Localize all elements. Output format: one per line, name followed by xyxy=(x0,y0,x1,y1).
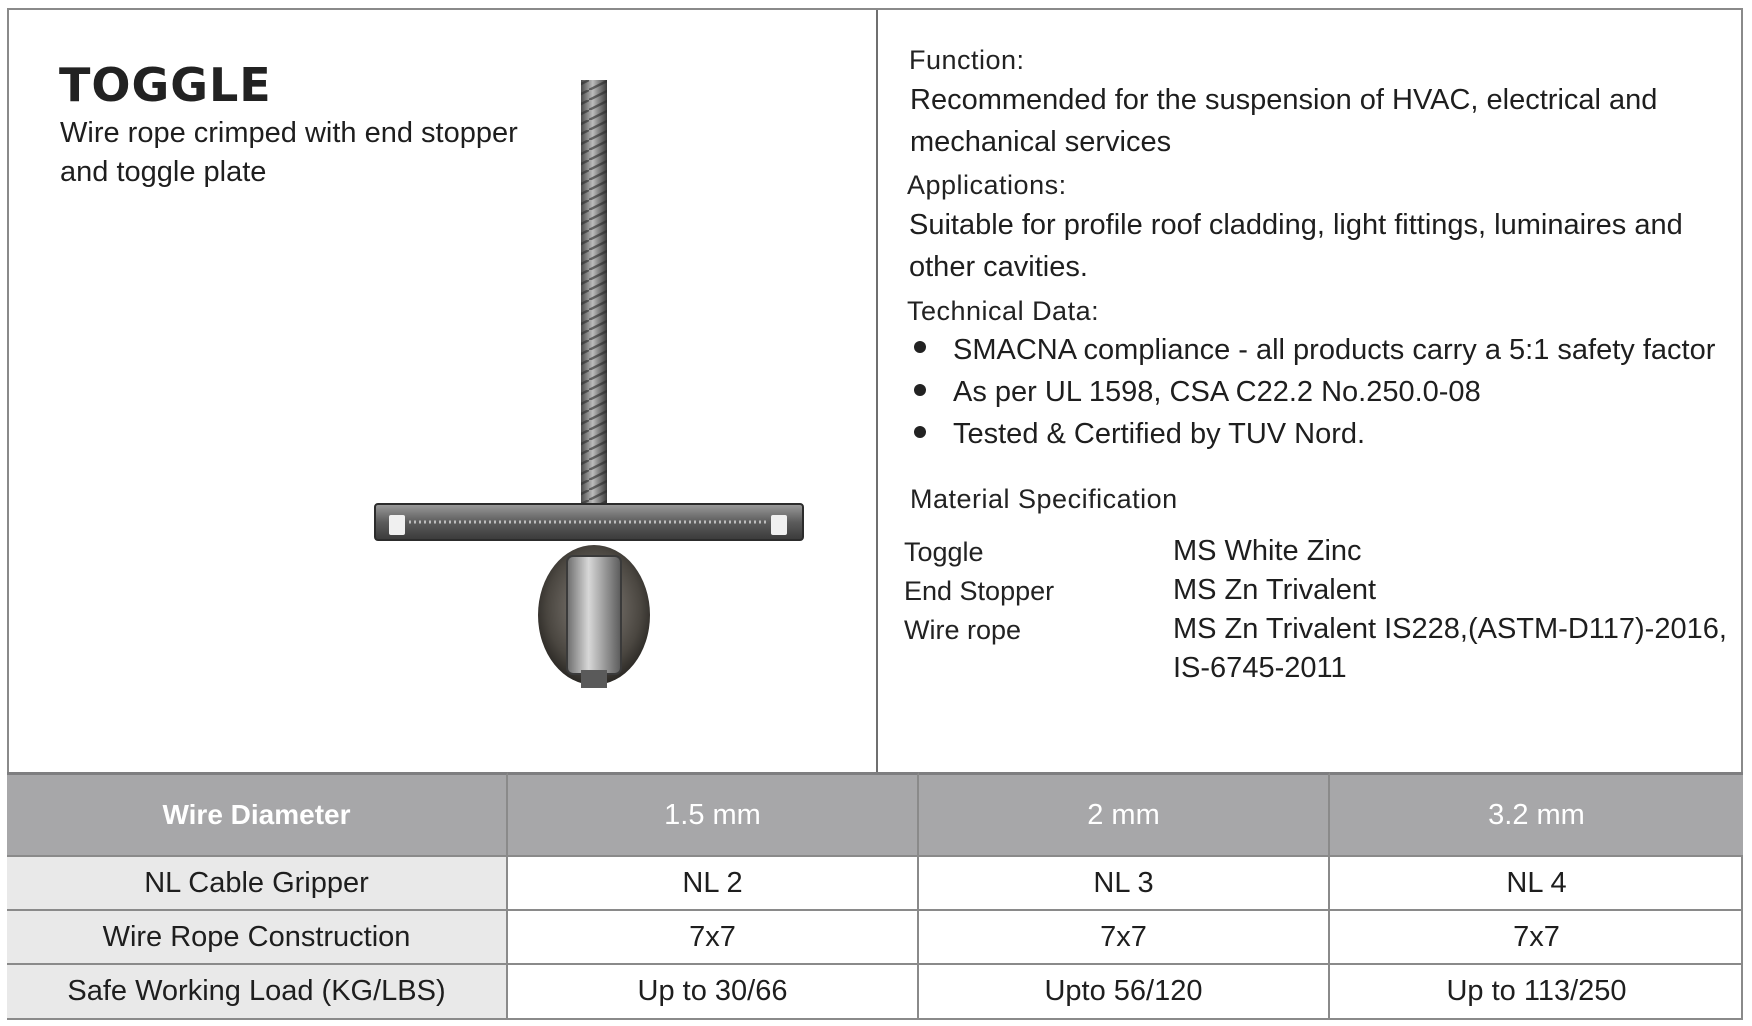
function-line-1: Recommended for the suspension of HVAC, electrical and xyxy=(910,84,1658,116)
table-row xyxy=(7,857,1743,911)
table-cell: NL 4 xyxy=(1330,857,1743,911)
table-row xyxy=(7,911,1743,965)
header-col-3: 3.2 mm xyxy=(1330,772,1743,857)
material-spec-toggle: MS White Zinc xyxy=(1173,535,1362,567)
subtitle-line-2: and toggle plate xyxy=(60,156,267,188)
table-cell: 7x7 xyxy=(919,911,1330,965)
row-label: NL Cable Gripper xyxy=(7,857,508,911)
table-cell: NL 2 xyxy=(508,857,919,911)
material-heading: Material Specification xyxy=(910,484,1178,514)
applications-heading: Applications: xyxy=(907,170,1067,200)
row-label: Safe Working Load (KG/LBS) xyxy=(7,965,508,1020)
material-part-end-stopper: End Stopper xyxy=(904,576,1055,606)
table-cell: Upto 56/120 xyxy=(919,965,1330,1020)
function-line-2: mechanical services xyxy=(910,126,1172,158)
subtitle-line-1: Wire rope crimped with end stopper xyxy=(60,117,518,149)
material-part-wire-rope: Wire rope xyxy=(904,615,1022,645)
header-col-1: 1.5 mm xyxy=(508,772,919,857)
header-wire-diameter: Wire Diameter xyxy=(7,772,508,857)
function-heading: Function: xyxy=(909,45,1025,75)
table-cell: Up to 113/250 xyxy=(1330,965,1743,1020)
row-label: Wire Rope Construction xyxy=(7,911,508,965)
technical-heading: Technical Data: xyxy=(907,296,1100,326)
technical-point-3: Tested & Certified by TUV Nord. xyxy=(953,418,1366,450)
applications-line-2: other cavities. xyxy=(909,251,1088,283)
table-cell: 7x7 xyxy=(1330,911,1743,965)
table-cell: NL 3 xyxy=(919,857,1330,911)
product-title: TOGGLE xyxy=(59,58,272,112)
material-spec-wire-rope xyxy=(1173,610,1733,688)
technical-point-1: SMACNA compliance - all products carry a 5:1 safety factor xyxy=(953,334,1716,366)
toggle-product-image xyxy=(369,70,809,690)
panel-divider xyxy=(876,10,878,774)
bullet-icon xyxy=(914,341,926,353)
material-part-toggle: Toggle xyxy=(904,537,984,567)
material-spec-end-stopper: MS Zn Trivalent xyxy=(1173,574,1377,606)
table-cell: 7x7 xyxy=(508,911,919,965)
material-spec-wire-rope-line-1: MS Zn Trivalent IS228,(ASTM-D117)-2016, xyxy=(1173,613,1727,645)
table-row xyxy=(7,965,1743,1020)
spec-table xyxy=(7,772,1743,1020)
header-col-2: 2 mm xyxy=(919,772,1330,857)
bullet-icon xyxy=(914,384,926,396)
bullet-icon xyxy=(914,426,926,438)
applications-line-1: Suitable for profile roof cladding, light fittings, luminaires and xyxy=(909,209,1683,241)
table-header-row xyxy=(7,772,1743,857)
material-spec-wire-rope-line-2: IS-6745-2011 xyxy=(1173,652,1347,684)
table-cell: Up to 30/66 xyxy=(508,965,919,1020)
technical-point-2: As per UL 1598, CSA C22.2 No.250.0-08 xyxy=(953,376,1481,408)
